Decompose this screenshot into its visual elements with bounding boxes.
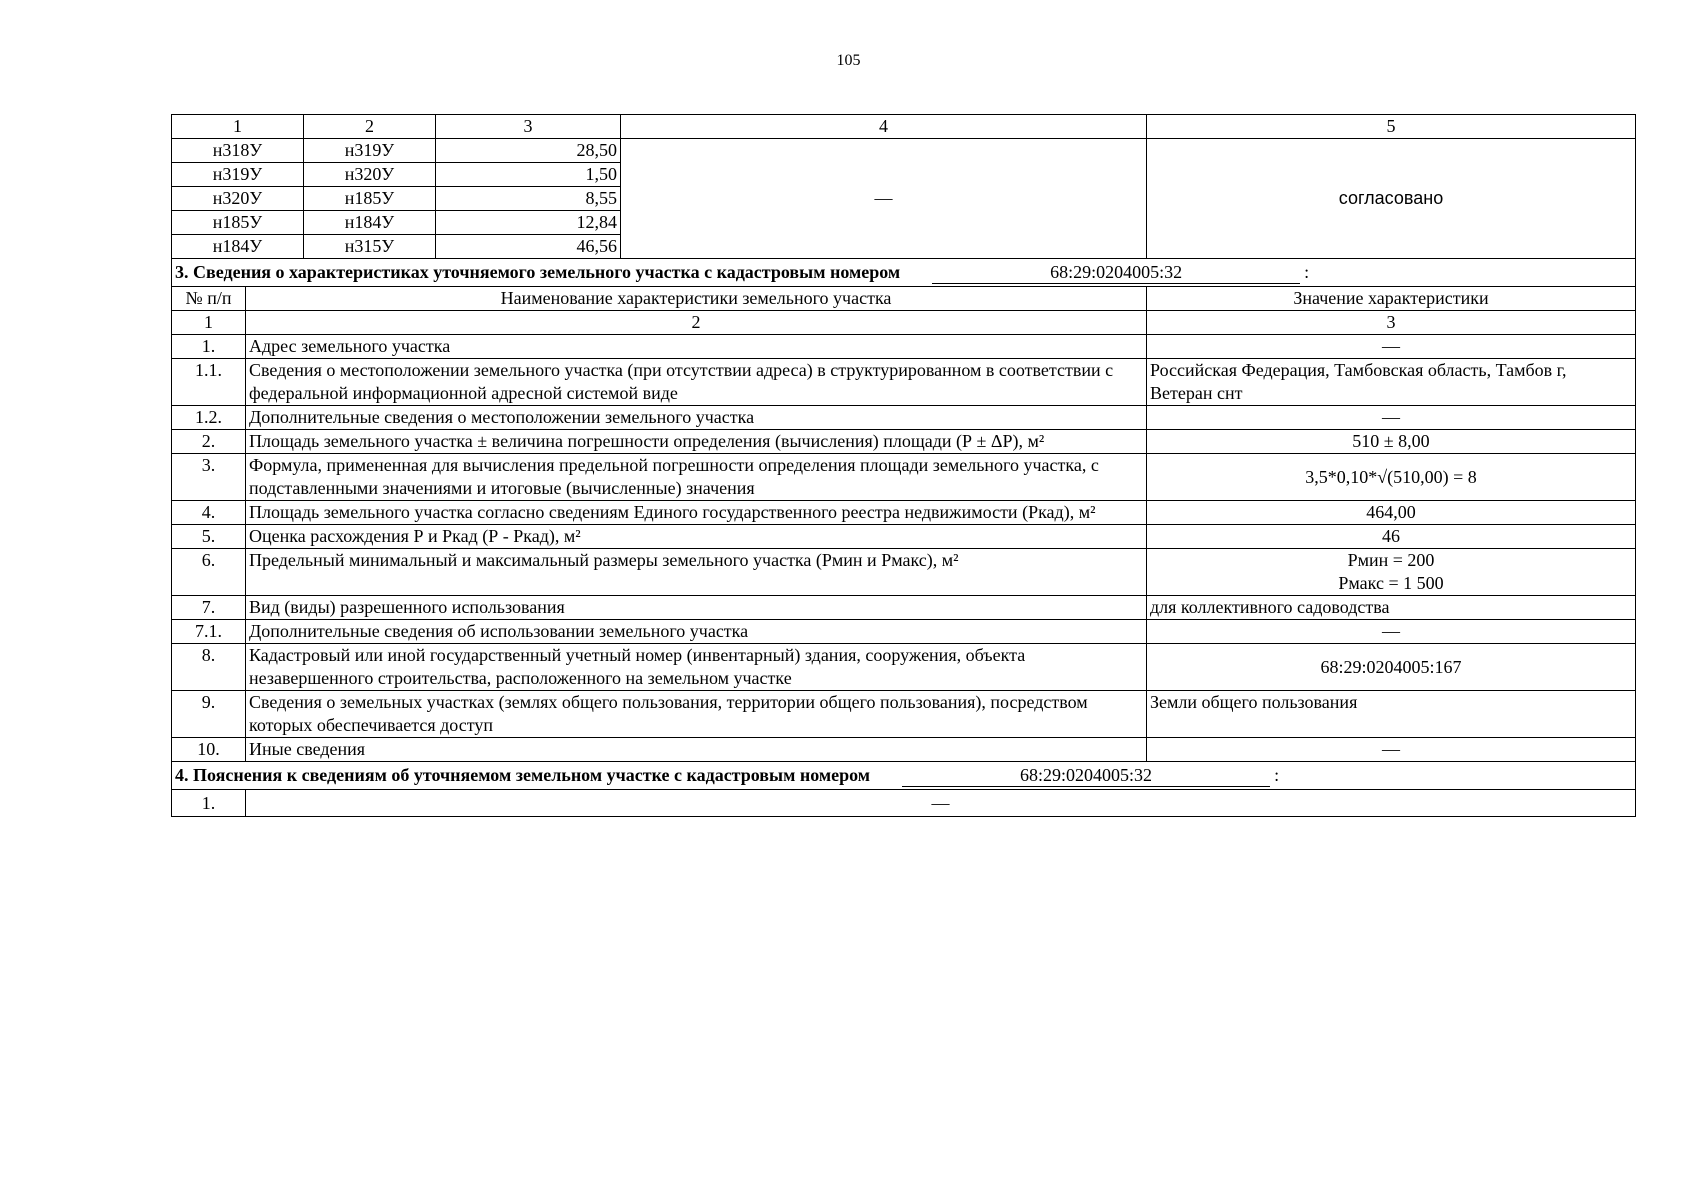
- explanation-value: —: [246, 790, 1636, 817]
- page-number: 105: [836, 52, 861, 69]
- row-name: Сведения о земельных участках (землях общего пользования, территории общего пользования), посредством которых обеспечивается доступ: [246, 691, 1147, 738]
- row-num: 7.: [172, 596, 246, 620]
- characteristic-row: [172, 549, 1636, 596]
- row-num: 10.: [172, 738, 246, 762]
- row-name: Площадь земельного участка ± величина погрешности определения (вычисления) площади (Р ± ΔР), м²: [246, 430, 1147, 454]
- row-name: Площадь земельного участка согласно сведениям Единого государственного реестра недвижимости (Ркад), м²: [246, 501, 1147, 525]
- row-name: Оценка расхождения Р и Ркад (Р - Ркад), м²: [246, 525, 1147, 549]
- segment-to: н185У: [304, 187, 436, 211]
- row-value-max: Рмакс = 1 500: [1338, 573, 1444, 593]
- characteristic-row: [172, 596, 1636, 620]
- row-value: 68:29:0204005:167: [1147, 644, 1636, 691]
- segment-length: 28,50: [436, 139, 621, 163]
- section4-title: 4. Пояснения к сведениям об уточняемом земельном участке с кадастровым номером: [175, 765, 871, 785]
- segment-from: н185У: [172, 211, 304, 235]
- row-name: Дополнительные сведения о местоположении земельного участка: [246, 406, 1147, 430]
- section3-title: 3. Сведения о характеристиках уточняемого земельного участка с кадастровым номером: [175, 262, 901, 282]
- characteristic-row: [172, 501, 1636, 525]
- row-num: 4.: [172, 501, 246, 525]
- header-num: № п/п: [172, 287, 246, 311]
- row-num: 1.: [172, 335, 246, 359]
- section3-header-row: [172, 287, 1636, 311]
- row-value: —: [1147, 406, 1636, 430]
- row-name: Кадастровый или иной государственный учетный номер (инвентарный) здания, сооружения, объекта незавершенного строительства, расположенного на земельном участке: [246, 644, 1147, 691]
- explanation-row: [172, 790, 1636, 817]
- segments-header-col4: 4: [621, 115, 1147, 139]
- segment-from: н318У: [172, 139, 304, 163]
- segment-to: н320У: [304, 163, 436, 187]
- characteristic-row: [172, 430, 1636, 454]
- row-value: Российская Федерация, Тамбовская область, Тамбов г, Ветеран снт: [1147, 359, 1636, 406]
- row-name: Иные сведения: [246, 738, 1147, 762]
- segment-length: 8,55: [436, 187, 621, 211]
- segments-header-col5: 5: [1147, 115, 1636, 139]
- row-name: Формула, примененная для вычисления предельной погрешности определения площади земельного участка, с подставленными значениями и итоговые (вычисленные) значения: [246, 454, 1147, 501]
- row-num: 1.2.: [172, 406, 246, 430]
- section3-title-row: [172, 259, 1636, 287]
- segment-from: н319У: [172, 163, 304, 187]
- row-name: Дополнительные сведения об использовании земельного участка: [246, 620, 1147, 644]
- row-name: Сведения о местоположении земельного участка (при отсутствии адреса) в структурированном в соответствии с федеральной информационной адресной системой виде: [246, 359, 1147, 406]
- row-value: 3,5*0,10*√(510,00) = 8: [1147, 454, 1636, 501]
- segments-header-col1: 1: [172, 115, 304, 139]
- row-num: 5.: [172, 525, 246, 549]
- characteristic-row: [172, 454, 1636, 501]
- row-num: 8.: [172, 644, 246, 691]
- row-num: 9.: [172, 691, 246, 738]
- segment-length: 12,84: [436, 211, 621, 235]
- segment-length: 1,50: [436, 163, 621, 187]
- section4-colon: :: [1274, 765, 1280, 785]
- explanation-num: 1.: [172, 790, 246, 817]
- row-num: 6.: [172, 549, 246, 596]
- section3-colnum-row: [172, 311, 1636, 335]
- row-value: —: [1147, 620, 1636, 644]
- characteristic-row: [172, 335, 1636, 359]
- segments-header-row: [172, 115, 1636, 139]
- row-name: Адрес земельного участка: [246, 335, 1147, 359]
- row-value: для коллективного садоводства: [1147, 596, 1636, 620]
- segments-col4-value: —: [621, 139, 1147, 259]
- section3-colon: :: [1304, 262, 1310, 282]
- colnum-3: 3: [1147, 311, 1636, 335]
- segments-header-col3: 3: [436, 115, 621, 139]
- segment-to: н184У: [304, 211, 436, 235]
- colnum-1: 1: [172, 311, 246, 335]
- row-value: 46: [1147, 525, 1636, 549]
- row-num: 1.1.: [172, 359, 246, 406]
- row-value: —: [1147, 738, 1636, 762]
- characteristic-row: [172, 359, 1636, 406]
- characteristic-row: [172, 644, 1636, 691]
- segment-row: [172, 139, 1636, 163]
- header-name: Наименование характеристики земельного участка: [246, 287, 1147, 311]
- cadastral-table: [171, 114, 1636, 817]
- row-name: Предельный минимальный и максимальный размеры земельного участка (Рмин и Рмакс), м²: [246, 549, 1147, 596]
- row-num: 3.: [172, 454, 246, 501]
- colnum-2: 2: [246, 311, 1147, 335]
- row-value: 510 ± 8,00: [1147, 430, 1636, 454]
- header-value: Значение характеристики: [1147, 287, 1636, 311]
- section3-cadastral-number: 68:29:0204005:32: [932, 261, 1300, 284]
- segment-length: 46,56: [436, 235, 621, 259]
- characteristic-row: [172, 738, 1636, 762]
- segment-to: н319У: [304, 139, 436, 163]
- characteristic-row: [172, 620, 1636, 644]
- characteristic-row: [172, 406, 1636, 430]
- segments-col5-value: согласовано: [1147, 139, 1636, 259]
- segment-from: н184У: [172, 235, 304, 259]
- row-num: 7.1.: [172, 620, 246, 644]
- segments-header-col2: 2: [304, 115, 436, 139]
- section4-cadastral-number: 68:29:0204005:32: [902, 764, 1270, 787]
- characteristic-row: [172, 525, 1636, 549]
- row-value: [1147, 549, 1636, 596]
- section4-title-row: [172, 762, 1636, 790]
- segment-from: н320У: [172, 187, 304, 211]
- characteristic-row: [172, 691, 1636, 738]
- row-value: Земли общего пользования: [1147, 691, 1636, 738]
- row-value: —: [1147, 335, 1636, 359]
- row-value: 464,00: [1147, 501, 1636, 525]
- row-num: 2.: [172, 430, 246, 454]
- segment-to: н315У: [304, 235, 436, 259]
- row-value-min: Рмин = 200: [1347, 550, 1435, 570]
- row-name: Вид (виды) разрешенного использования: [246, 596, 1147, 620]
